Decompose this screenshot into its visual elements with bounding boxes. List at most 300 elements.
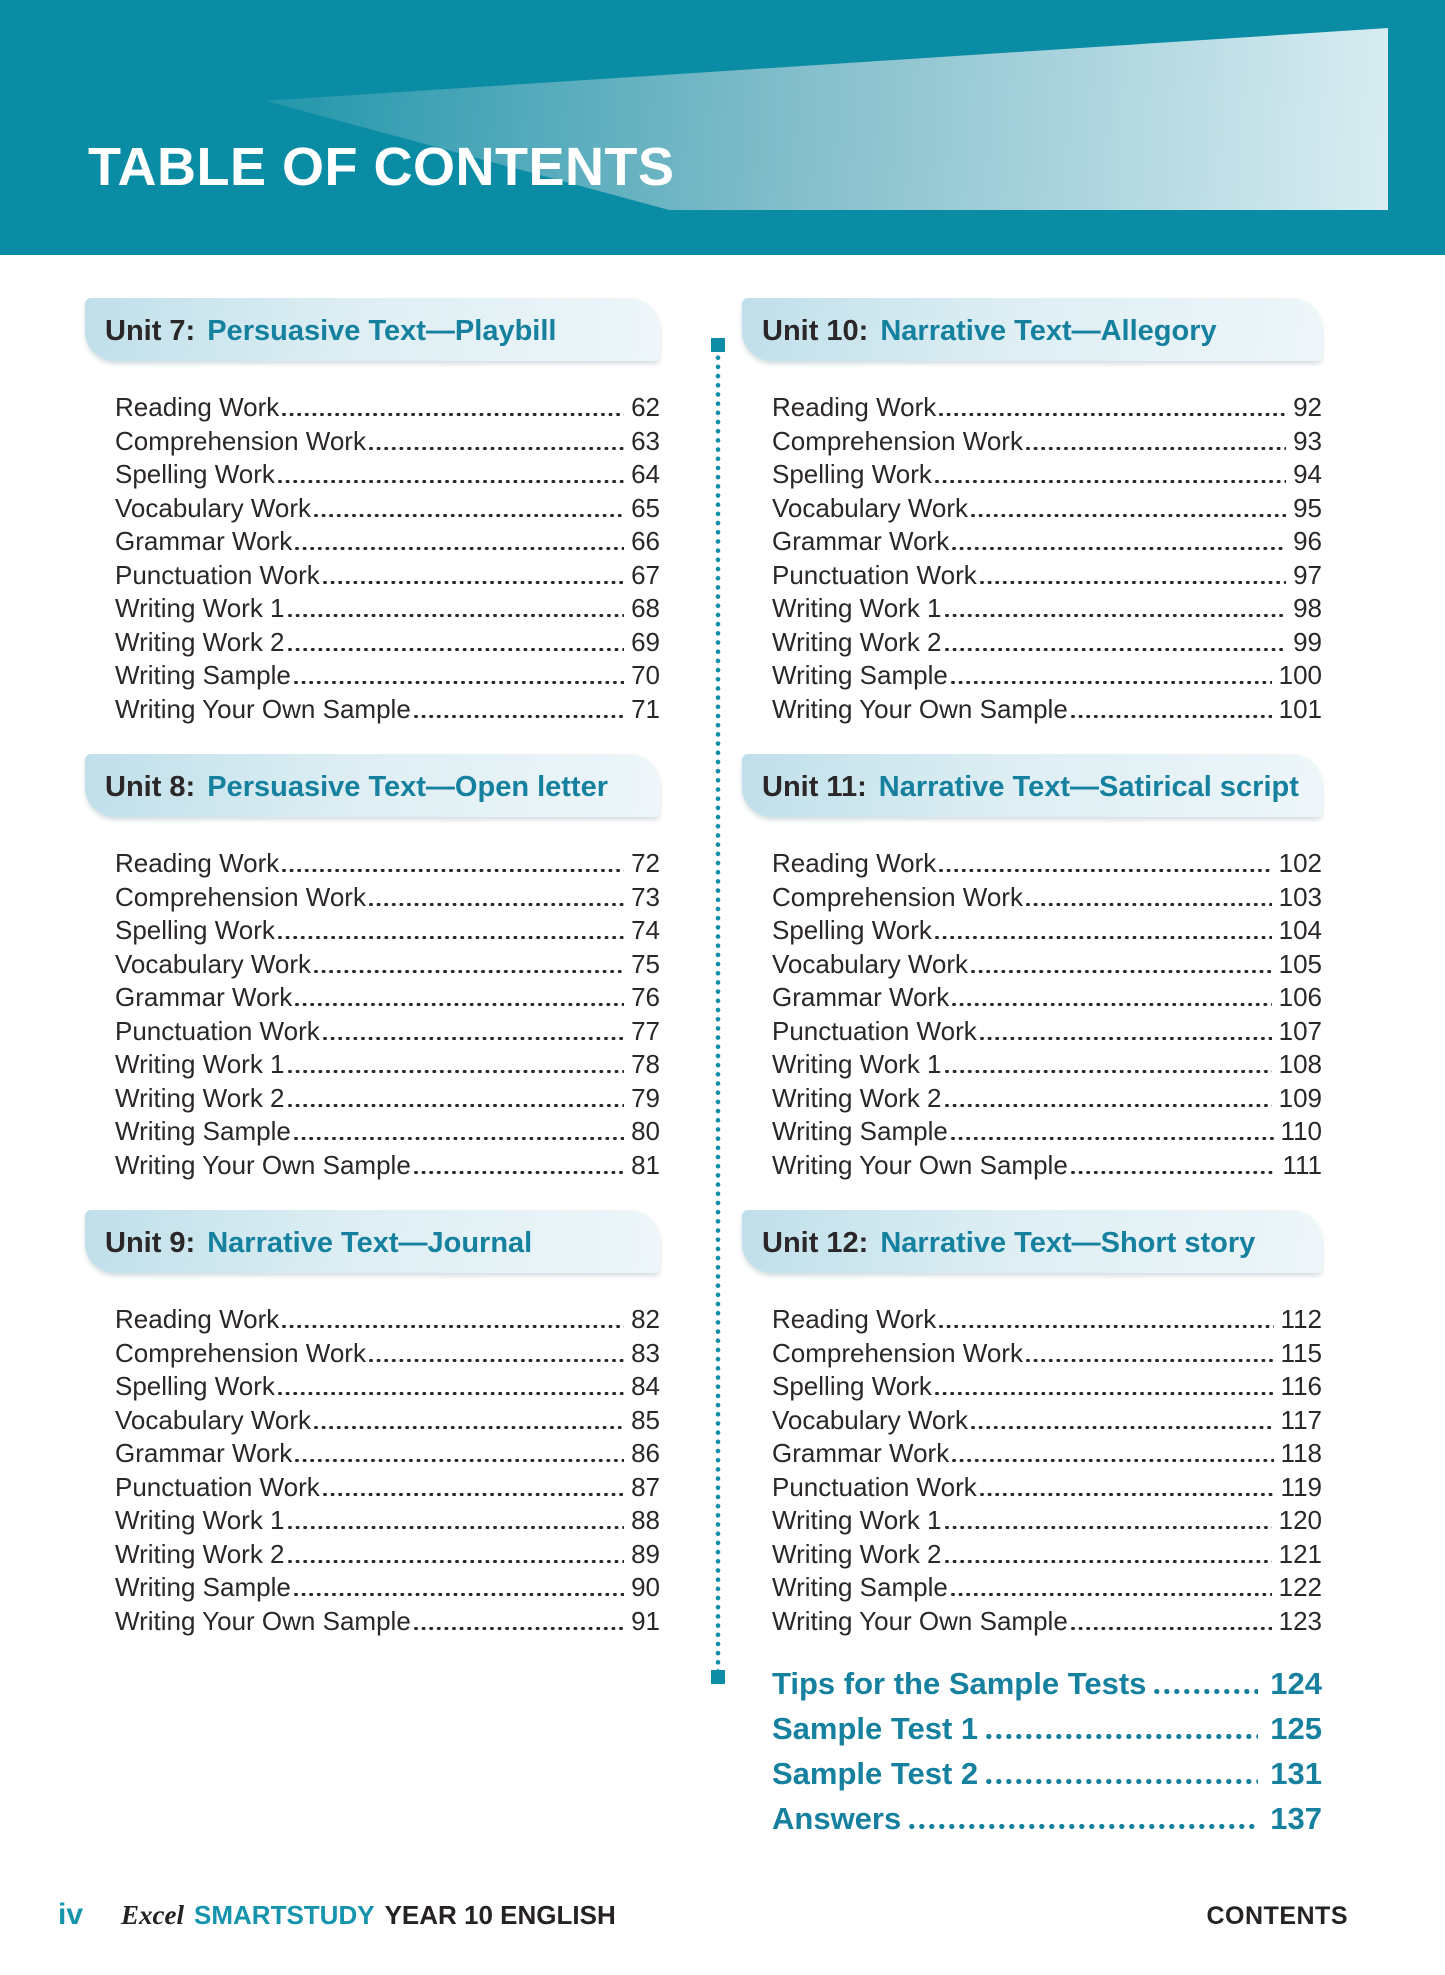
unit-number-label: Unit 10: (762, 315, 869, 347)
entry-page-number: 109 (1278, 1082, 1322, 1113)
entry-label: Writing Work 2 (772, 1538, 942, 1569)
toc-entry-row (772, 1572, 1322, 1606)
toc-entry-row (772, 915, 1322, 949)
toc-entry-row (115, 915, 660, 949)
entry-page-number: 73 (631, 881, 660, 912)
unit-number-label: Unit 7: (105, 315, 196, 347)
entry-page-number: 107 (1278, 1015, 1322, 1046)
unit-title: Narrative Text—Journal (207, 1227, 533, 1259)
dot-leader (369, 1359, 624, 1362)
entry-page-number: 79 (631, 1082, 660, 1113)
dot-leader (414, 715, 624, 718)
unit-title: Narrative Text—Allegory (880, 315, 1217, 347)
toc-entry-row (772, 949, 1322, 983)
unit-number-label: Unit 12: (762, 1227, 869, 1259)
entry-page-number: 70 (631, 660, 660, 690)
dot-leader (314, 514, 624, 517)
entry-page-number: 108 (1278, 1049, 1322, 1079)
entry-page-number: 125 (1270, 1711, 1322, 1746)
unit-entry-list (115, 1304, 660, 1639)
entry-page-number: 64 (631, 459, 660, 489)
toc-entry-row (115, 1438, 660, 1472)
entry-page-number: 131 (1270, 1756, 1322, 1791)
toc-entry-row (115, 1083, 660, 1117)
dot-leader (282, 869, 624, 872)
toc-entry-row (772, 1304, 1322, 1338)
toc-entry-row (772, 1472, 1322, 1506)
unit-entry-list (772, 848, 1322, 1183)
unit-section-10 (742, 298, 1322, 727)
dot-leader (278, 1392, 624, 1395)
unit-section-12 (742, 1210, 1322, 1639)
dot-leader (369, 447, 624, 450)
toc-entry-row (115, 560, 660, 594)
dot-leader (952, 547, 1286, 550)
dot-leader (323, 1037, 624, 1040)
toc-entry-row (115, 1150, 660, 1184)
unit-heading-band (742, 754, 1322, 817)
entry-label: Sample Test 2 (772, 1756, 979, 1791)
toc-entry-row (772, 392, 1322, 426)
toc-entry-row (772, 1150, 1322, 1184)
dot-leader (980, 1493, 1274, 1496)
dot-leader (288, 1526, 625, 1529)
toc-entry-row (115, 627, 660, 661)
page-title: TABLE OF CONTENTS (88, 137, 675, 197)
toc-entry-row (115, 1116, 660, 1150)
toc-entry-row (115, 1539, 660, 1573)
entry-label: Writing Sample (115, 1116, 291, 1146)
entry-label: Writing Your Own Sample (115, 693, 411, 724)
dot-leader (951, 1593, 1272, 1596)
entry-page-number: 116 (1280, 1371, 1322, 1401)
banner (0, 0, 1445, 255)
entry-page-number: 100 (1278, 660, 1322, 690)
divider-bottom-square (711, 1670, 725, 1684)
footer-brand-smartstudy: SMARTSTUDY (194, 1900, 375, 1930)
toc-entry-row (115, 982, 660, 1016)
unit-heading-band (742, 1210, 1322, 1273)
entry-page-number: 110 (1280, 1116, 1322, 1146)
unit-title: Narrative Text—Satirical script (878, 771, 1299, 803)
unit-section-9 (85, 1210, 660, 1639)
dot-leader (414, 1627, 624, 1630)
dot-leader (939, 869, 1271, 872)
entry-label: Vocabulary Work (772, 948, 969, 979)
dot-leader (295, 1459, 624, 1462)
entry-page-number: 80 (631, 1116, 660, 1146)
entry-label: Spelling Work (115, 915, 275, 945)
entry-label: Writing Your Own Sample (772, 693, 1068, 724)
dot-leader (282, 413, 624, 416)
dot-leader (288, 648, 625, 651)
dot-leader (323, 581, 624, 584)
dot-leader (945, 1526, 1272, 1529)
toc-entry-row (115, 459, 660, 493)
dot-leader (295, 547, 624, 550)
entry-label: Reading Work (115, 392, 280, 422)
toc-entry-row (115, 882, 660, 916)
dot-leader (935, 480, 1286, 483)
dot-leader (314, 970, 624, 973)
unit-heading-band (742, 298, 1322, 361)
dot-leader (951, 1137, 1274, 1140)
toc-entry-row (772, 459, 1322, 493)
unit-entry-list (772, 1304, 1322, 1639)
entry-label: Grammar Work (115, 1438, 293, 1468)
toc-entry-row (115, 1304, 660, 1338)
toc-entry-row (115, 1606, 660, 1640)
entry-label: Punctuation Work (115, 1471, 320, 1502)
toc-entry-row (772, 1049, 1322, 1083)
entry-page-number: 97 (1293, 559, 1322, 590)
divider-dotted-line (716, 346, 721, 1676)
dot-leader (952, 1459, 1273, 1462)
unit-heading-band (85, 754, 660, 817)
dot-leader (414, 1171, 624, 1174)
entry-label: Writing Work 2 (772, 626, 942, 657)
entry-label: Spelling Work (115, 1371, 275, 1401)
dot-leader (294, 1593, 624, 1596)
entry-label: Comprehension Work (115, 881, 366, 912)
toc-column-left (85, 298, 660, 1666)
dot-leader (971, 970, 1272, 973)
entry-label: Comprehension Work (772, 1337, 1023, 1368)
entry-page-number: 75 (631, 948, 660, 979)
dot-leader (288, 1104, 625, 1107)
footer-brand-excel: Excel (121, 1900, 185, 1930)
dot-leader (1026, 447, 1286, 450)
toc-entry-row (772, 1016, 1322, 1050)
toc-entry-row (772, 848, 1322, 882)
entry-label: Spelling Work (115, 459, 275, 489)
toc-entry-row (115, 426, 660, 460)
dot-leader (945, 1070, 1272, 1073)
entry-page-number: 77 (631, 1015, 660, 1046)
entry-page-number: 87 (631, 1471, 660, 1502)
toc-column-right (742, 298, 1322, 1846)
entry-page-number: 117 (1280, 1404, 1322, 1435)
toc-entry-row (115, 526, 660, 560)
entry-page-number: 118 (1280, 1438, 1322, 1468)
entry-label: Reading Work (115, 848, 280, 878)
entry-label: Punctuation Work (115, 559, 320, 590)
entry-page-number: 121 (1278, 1538, 1322, 1569)
entry-label: Vocabulary Work (772, 1404, 969, 1435)
toc-entry-row (772, 1371, 1322, 1405)
unit-number-label: Unit 8: (105, 771, 196, 803)
dot-leader (939, 413, 1286, 416)
entry-page-number: 111 (1282, 1149, 1322, 1180)
entry-page-number: 101 (1278, 693, 1322, 724)
entry-label: Vocabulary Work (772, 492, 969, 523)
entry-page-number: 71 (631, 693, 660, 724)
toc-entry-row (772, 627, 1322, 661)
entry-label: Writing Sample (772, 1572, 948, 1602)
toc-entry-row (115, 493, 660, 527)
toc-entry-row (772, 882, 1322, 916)
dot-leader (323, 1493, 624, 1496)
entry-page-number: 84 (631, 1371, 660, 1401)
unit-heading-band (85, 298, 660, 361)
toc-entry-row (772, 1083, 1322, 1117)
entry-label: Writing Work 2 (115, 1082, 285, 1113)
entry-page-number: 93 (1293, 425, 1322, 456)
toc-entry-row (772, 982, 1322, 1016)
entry-page-number: 120 (1278, 1505, 1322, 1535)
unit-title: Persuasive Text—Open letter (207, 771, 609, 803)
unit-section-7 (85, 298, 660, 727)
unit-section-11 (742, 754, 1322, 1183)
toc-entry-row (115, 949, 660, 983)
entry-label: Writing Work 1 (772, 593, 942, 623)
unit-entry-list (115, 848, 660, 1183)
entry-label: Vocabulary Work (115, 948, 312, 979)
entry-label: Punctuation Work (772, 1471, 977, 1502)
entry-label: Writing Work 2 (115, 1538, 285, 1569)
entry-page-number: 74 (631, 915, 660, 945)
dot-leader (945, 1104, 1272, 1107)
entry-page-number: 124 (1270, 1666, 1322, 1701)
entry-label: Writing Work 2 (772, 1082, 942, 1113)
dot-leader (986, 1779, 1258, 1784)
dot-leader (278, 936, 624, 939)
entry-label: Writing Work 1 (115, 1505, 285, 1535)
dot-leader (952, 1003, 1271, 1006)
dot-leader (971, 1426, 1273, 1429)
dot-leader (980, 1037, 1272, 1040)
entry-label: Writing Your Own Sample (772, 1605, 1068, 1636)
footer-brand-series: YEAR 10 ENGLISH (384, 1900, 616, 1930)
entry-page-number: 63 (631, 425, 660, 456)
toc-entry-row (772, 426, 1322, 460)
entry-label: Writing Your Own Sample (115, 1149, 411, 1180)
unit-heading-band (85, 1210, 660, 1273)
unit-entry-list (115, 392, 660, 727)
entry-label: Comprehension Work (115, 425, 366, 456)
page-footer (58, 1898, 1348, 1932)
entry-page-number: 91 (631, 1605, 660, 1636)
dot-leader (945, 614, 1287, 617)
entry-page-number: 89 (631, 1538, 660, 1569)
toc-entry-row (115, 1049, 660, 1083)
entry-label: Grammar Work (772, 1438, 950, 1468)
dot-leader (945, 1560, 1272, 1563)
dot-leader (369, 903, 624, 906)
entry-label: Comprehension Work (772, 425, 1023, 456)
entry-page-number: 123 (1278, 1605, 1322, 1636)
entry-label: Writing Work 2 (115, 626, 285, 657)
entry-label: Spelling Work (772, 915, 932, 945)
entry-page-number: 66 (631, 526, 660, 556)
entry-label: Tips for the Sample Tests (772, 1666, 1147, 1701)
dot-leader (1071, 1171, 1276, 1174)
entry-label: Vocabulary Work (115, 1404, 312, 1435)
entry-page-number: 82 (631, 1304, 660, 1334)
entry-label: Writing Sample (115, 1572, 291, 1602)
entry-page-number: 67 (631, 559, 660, 590)
dot-leader (288, 1070, 625, 1073)
entry-page-number: 105 (1278, 948, 1322, 979)
entry-page-number: 76 (631, 982, 660, 1012)
toc-entry-row (115, 660, 660, 694)
dot-leader (288, 1560, 625, 1563)
dot-leader (295, 1003, 624, 1006)
entry-page-number: 86 (631, 1438, 660, 1468)
entry-page-number: 119 (1280, 1471, 1322, 1502)
entry-label: Reading Work (772, 848, 937, 878)
column-divider (711, 338, 725, 1684)
entry-page-number: 106 (1278, 982, 1322, 1012)
entry-page-number: 90 (631, 1572, 660, 1602)
entry-label: Reading Work (115, 1304, 280, 1334)
entry-page-number: 96 (1293, 526, 1322, 556)
dot-leader (971, 514, 1286, 517)
entry-label: Grammar Work (115, 982, 293, 1012)
toc-entry-row (115, 1371, 660, 1405)
entry-label: Writing Work 1 (115, 1049, 285, 1079)
toc-entry-row (115, 1572, 660, 1606)
entry-page-number: 122 (1278, 1572, 1322, 1602)
dot-leader (980, 581, 1286, 584)
dot-leader (1154, 1689, 1258, 1694)
entry-label: Spelling Work (772, 1371, 932, 1401)
entry-label: Reading Work (772, 392, 937, 422)
entry-page-number: 69 (631, 626, 660, 657)
entry-label: Punctuation Work (772, 1015, 977, 1046)
toc-special-entry-row (772, 1666, 1322, 1711)
entry-label: Answers (772, 1801, 902, 1836)
entry-label: Grammar Work (115, 526, 293, 556)
footer-contents-label: CONTENTS (1206, 1902, 1348, 1930)
toc-entry-row (772, 1405, 1322, 1439)
unit-entry-list (772, 392, 1322, 727)
toc-entry-row (772, 493, 1322, 527)
dot-leader (986, 1734, 1258, 1739)
toc-entry-row (772, 1438, 1322, 1472)
footer-page-number: iv (58, 1898, 84, 1931)
toc-entry-row (772, 526, 1322, 560)
toc-entry-row (772, 694, 1322, 728)
entry-page-number: 65 (631, 492, 660, 523)
entry-page-number: 78 (631, 1049, 660, 1079)
entry-label: Comprehension Work (772, 881, 1023, 912)
toc-entry-row (772, 560, 1322, 594)
toc-entry-row (115, 392, 660, 426)
toc-special-entry-row (772, 1756, 1322, 1801)
entry-label: Grammar Work (772, 526, 950, 556)
entry-label: Spelling Work (772, 459, 932, 489)
entry-label: Vocabulary Work (115, 492, 312, 523)
unit-number-label: Unit 9: (105, 1227, 196, 1259)
entry-label: Comprehension Work (115, 1337, 366, 1368)
toc-entry-row (115, 848, 660, 882)
unit-number-label: Unit 11: (762, 771, 867, 803)
entry-page-number: 95 (1293, 492, 1322, 523)
entry-page-number: 62 (631, 392, 660, 422)
toc-entry-row (115, 1338, 660, 1372)
entry-page-number: 98 (1293, 593, 1322, 623)
dot-leader (939, 1325, 1273, 1328)
entry-label: Writing Sample (115, 660, 291, 690)
toc-entry-row (115, 694, 660, 728)
entry-page-number: 115 (1280, 1337, 1322, 1368)
unit-title: Narrative Text—Short story (880, 1227, 1256, 1259)
entry-page-number: 92 (1293, 392, 1322, 422)
toc-special-entry-row (772, 1801, 1322, 1846)
entry-label: Punctuation Work (772, 559, 977, 590)
dot-leader (945, 648, 1287, 651)
entry-label: Writing Sample (772, 1116, 948, 1146)
entry-page-number: 104 (1278, 915, 1322, 945)
dot-leader (294, 1137, 624, 1140)
dot-leader (1071, 1627, 1272, 1630)
entry-label: Writing Work 1 (772, 1505, 942, 1535)
entry-page-number: 94 (1293, 459, 1322, 489)
entry-page-number: 88 (631, 1505, 660, 1535)
dot-leader (935, 1392, 1274, 1395)
entry-page-number: 72 (631, 848, 660, 878)
dot-leader (294, 681, 624, 684)
dot-leader (1071, 715, 1272, 718)
entry-page-number: 68 (631, 593, 660, 623)
entry-page-number: 102 (1278, 848, 1322, 878)
dot-leader (314, 1426, 624, 1429)
toc-entry-row (772, 1505, 1322, 1539)
entry-label: Writing Work 1 (115, 593, 285, 623)
toc-entry-row (115, 1016, 660, 1050)
entry-label: Grammar Work (772, 982, 950, 1012)
dot-leader (278, 480, 624, 483)
toc-entry-row (772, 1539, 1322, 1573)
entry-page-number: 103 (1278, 881, 1322, 912)
entry-page-number: 112 (1280, 1304, 1322, 1334)
toc-entry-row (115, 1405, 660, 1439)
toc-entry-row (115, 1505, 660, 1539)
dot-leader (1026, 903, 1272, 906)
special-entry-list (772, 1666, 1322, 1846)
toc-entry-row (772, 1338, 1322, 1372)
entry-page-number: 81 (631, 1149, 660, 1180)
entry-label: Writing Your Own Sample (115, 1605, 411, 1636)
dot-leader (951, 681, 1272, 684)
dot-leader (909, 1824, 1258, 1829)
toc-entry-row (772, 1606, 1322, 1640)
dot-leader (288, 614, 625, 617)
unit-section-8 (85, 754, 660, 1183)
toc-entry-row (115, 593, 660, 627)
entry-label: Reading Work (772, 1304, 937, 1334)
entry-label: Writing Sample (772, 660, 948, 690)
entry-page-number: 85 (631, 1404, 660, 1435)
toc-entry-row (772, 1116, 1322, 1150)
toc-special-entry-row (772, 1711, 1322, 1756)
toc-entry-row (772, 660, 1322, 694)
toc-entry-row (772, 593, 1322, 627)
dot-leader (282, 1325, 624, 1328)
entry-label: Writing Work 1 (772, 1049, 942, 1079)
unit-title: Persuasive Text—Playbill (207, 315, 557, 347)
toc-entry-row (115, 1472, 660, 1506)
dot-leader (935, 936, 1272, 939)
dot-leader (1026, 1359, 1274, 1362)
entry-page-number: 83 (631, 1337, 660, 1368)
entry-label: Punctuation Work (115, 1015, 320, 1046)
entry-label: Sample Test 1 (772, 1711, 979, 1746)
entry-page-number: 137 (1270, 1801, 1322, 1836)
entry-label: Writing Your Own Sample (772, 1149, 1068, 1180)
entry-page-number: 99 (1293, 626, 1322, 657)
